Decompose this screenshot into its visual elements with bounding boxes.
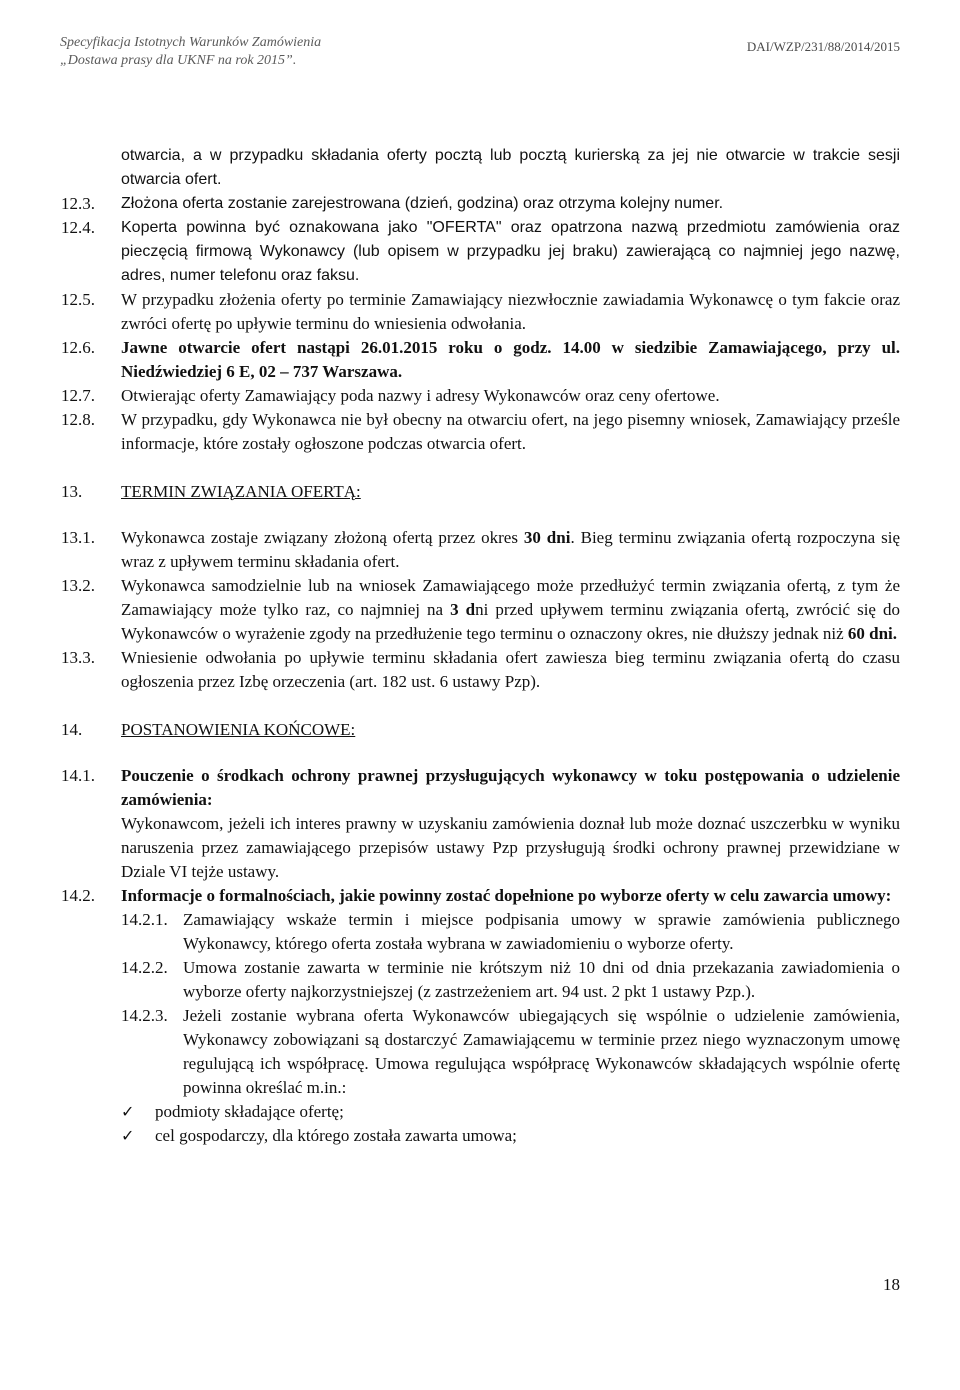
paragraph-number: 14.1.: [61, 766, 95, 785]
section-title: POSTANOWIENIA KOŃCOWE:: [121, 720, 356, 739]
document-body: [61, 144, 900, 1148]
paragraph-14-1: [61, 764, 900, 884]
paragraph-text: Wykonawcom, jeżeli ich interes prawny w uzyskaniu zamówienia doznał lub może doznać uszczerbku w wyniku naruszenia przez zamawiającego przepisów ustawy Pzp przysługują środki ochrony prawnej przewidziane w Dziale VI tejże ustawy.: [121, 814, 900, 881]
text-bold-segment: 60 dni.: [847, 624, 898, 643]
paragraph-text: [121, 574, 900, 646]
paragraph-title: Pouczenie o środkach ochrony prawnej przysługujących wykonawcy w toku postępowania o udzielenie zamówienia:: [121, 766, 900, 809]
paragraph-number: 14.2.2.: [121, 958, 168, 977]
paragraph-text: Złożona oferta zostanie zarejestrowana (dzień, godzina) oraz otrzyma kolejny numer.: [121, 195, 724, 212]
paragraph-number: 12.6.: [61, 338, 95, 357]
checklist-text: podmioty składające ofertę;: [155, 1102, 344, 1121]
paragraph-13-1: [61, 526, 900, 574]
paragraph-text: Umowa zostanie zawarta w terminie nie krótszym niż 10 dni od dnia przekazania zawiadomienia o wyborze oferty najkorzystniejszej (z zastrzeżeniem art. 94 ust. 2 pkt 1 ustawy Pzp.).: [183, 958, 900, 1001]
text-bold-segment: 30 dni: [523, 528, 571, 547]
section-title: TERMIN ZWIĄZANIA OFERTĄ:: [121, 482, 361, 501]
checklist-text: cel gospodarczy, dla którego została zawarta umowa;: [155, 1126, 517, 1145]
page-number: 18: [883, 1275, 900, 1294]
header-reference: DAI/WZP/231/88/2014/2015: [746, 39, 900, 54]
paragraph-12-5: [61, 288, 900, 336]
section-number: 13.: [61, 482, 83, 501]
paragraph-title: Informacje o formalnościach, jakie powinny zostać dopełnione po wyborze oferty w celu zawarcia umowy:: [121, 886, 892, 905]
paragraph-12-6: [61, 336, 900, 384]
paragraph-number: 12.3.: [61, 194, 95, 213]
paragraph-text: W przypadku złożenia oferty po terminie Zamawiający niezwłocznie zawiadamia Wykonawcę o tym fakcie oraz zwróci ofertę po upływie terminu do wniesienia odwołania.: [121, 290, 900, 333]
section-number: 14.: [61, 720, 83, 739]
paragraph-13-2: [61, 574, 900, 646]
paragraph-number: 13.2.: [61, 576, 95, 595]
text-segment: . Bieg terminu związania ofertą rozpoczyna się wraz z upływem terminu składania ofert.: [121, 528, 901, 571]
page-header: [60, 34, 900, 70]
paragraph-text: [121, 526, 900, 574]
paragraph-12-2-continued: [61, 144, 900, 192]
paragraph-14-2-2: [61, 956, 900, 1004]
paragraph-text: Jeżeli zostanie wybrana oferta Wykonawców ubiegających się wspólnie o udzielenie zamówienia, Wykonawcy zobowiązani są dostarczyć Zamawiającemu w terminie przez niego wyznaczonym umowę regulującą ich współpracę. Umowa regulująca współpracę Wykonawców składających wspólnie ofertę powinna określać m.in.:: [183, 1006, 900, 1097]
paragraph-text: Jawne otwarcie ofert nastąpi 26.01.2015 roku o godz. 14.00 w siedzibie Zamawiającego, przy ul. Niedźwiedziej 6 E, 02 – 737 Warszawa.: [121, 338, 900, 381]
paragraph-13-3: [61, 646, 900, 694]
paragraph-number: 12.8.: [61, 410, 95, 429]
section-14-heading: [61, 718, 900, 742]
paragraph-12-8: [61, 408, 900, 456]
paragraph-14-2: [61, 884, 900, 908]
header-title-line1: Specyfikacja Istotnych Warunków Zamówienia: [60, 35, 322, 50]
paragraph-text: Otwierając oferty Zamawiający poda nazwy i adresy Wykonawców oraz ceny ofertowe.: [121, 386, 720, 405]
paragraph-number: 14.2.: [61, 886, 95, 905]
checkmark-icon: ✓: [121, 1126, 135, 1145]
text-segment: ni przed upływem terminu związania ofertą, zwrócić się do Wykonawców o wyrażenie zgody na przedłużenie tego terminu o oznaczony okres, nie dłuższy jednak niż: [121, 600, 900, 643]
paragraph-12-7: [61, 384, 900, 408]
paragraph-12-3: [61, 192, 900, 216]
text-segment: Wykonawca zostaje związany złożoną ofertą przez okres: [121, 528, 524, 547]
paragraph-14-2-1: [61, 908, 900, 956]
checkmark-icon: ✓: [121, 1102, 135, 1121]
paragraph-text: Koperta powinna być oznakowana jako "OFERTA" oraz opatrzona nazwą przedmiotu zamówienia oraz pieczęcią firmową Wykonawcy (lub opisem w przypadku jej braku) zawierającą co najmniej jego nazwę, adres, numer telefonu oraz faksu.: [121, 219, 900, 284]
paragraph-text: Zamawiający wskaże termin i miejsce podpisania umowy w sprawie zamówienia publicznego Wykonawcy, którego oferta została wybrana w zawiadomieniu o wyborze oferty.: [183, 910, 900, 953]
paragraph-number: 14.2.1.: [121, 910, 168, 929]
text-bold-segment: 3 d: [450, 600, 476, 619]
paragraph-number: 13.3.: [61, 648, 95, 667]
paragraph-text: W przypadku, gdy Wykonawca nie był obecny na otwarciu ofert, na jego pisemny wniosek, Zamawiający prześle informacje, które zostały ogłoszone podczas otwarcia ofert.: [121, 410, 900, 453]
paragraph-text: otwarcia, a w przypadku składania oferty pocztą lub pocztą kurierską za jej nie otwarcie w trakcie sesji otwarcia ofert.: [121, 147, 900, 188]
paragraph-number: 12.5.: [61, 290, 95, 309]
checklist-item: [61, 1100, 900, 1124]
header-title-line2: „Dostawa prasy dla UKNF na rok 2015”.: [60, 53, 297, 68]
paragraph-12-4: [61, 216, 900, 288]
paragraph-number: 12.4.: [61, 218, 95, 237]
paragraph-number: 12.7.: [61, 386, 95, 405]
paragraph-number: 13.1.: [61, 528, 95, 547]
section-13-heading: [61, 480, 900, 504]
paragraph-14-2-3: [61, 1004, 900, 1100]
checklist-item: [61, 1124, 900, 1148]
paragraph-text: Wniesienie odwołania po upływie terminu składania ofert zawiesza bieg terminu związania ofertą do czasu ogłoszenia przez Izbę orzeczenia (art. 182 ust. 6 ustawy Pzp).: [121, 648, 900, 691]
paragraph-number: 14.2.3.: [121, 1006, 168, 1025]
text-segment: Wykonawca samodzielnie lub na wniosek Zamawiającego może przedłużyć termin związania ofertą, z tym że Zamawiający może tylko raz, co najmniej na: [121, 576, 900, 619]
